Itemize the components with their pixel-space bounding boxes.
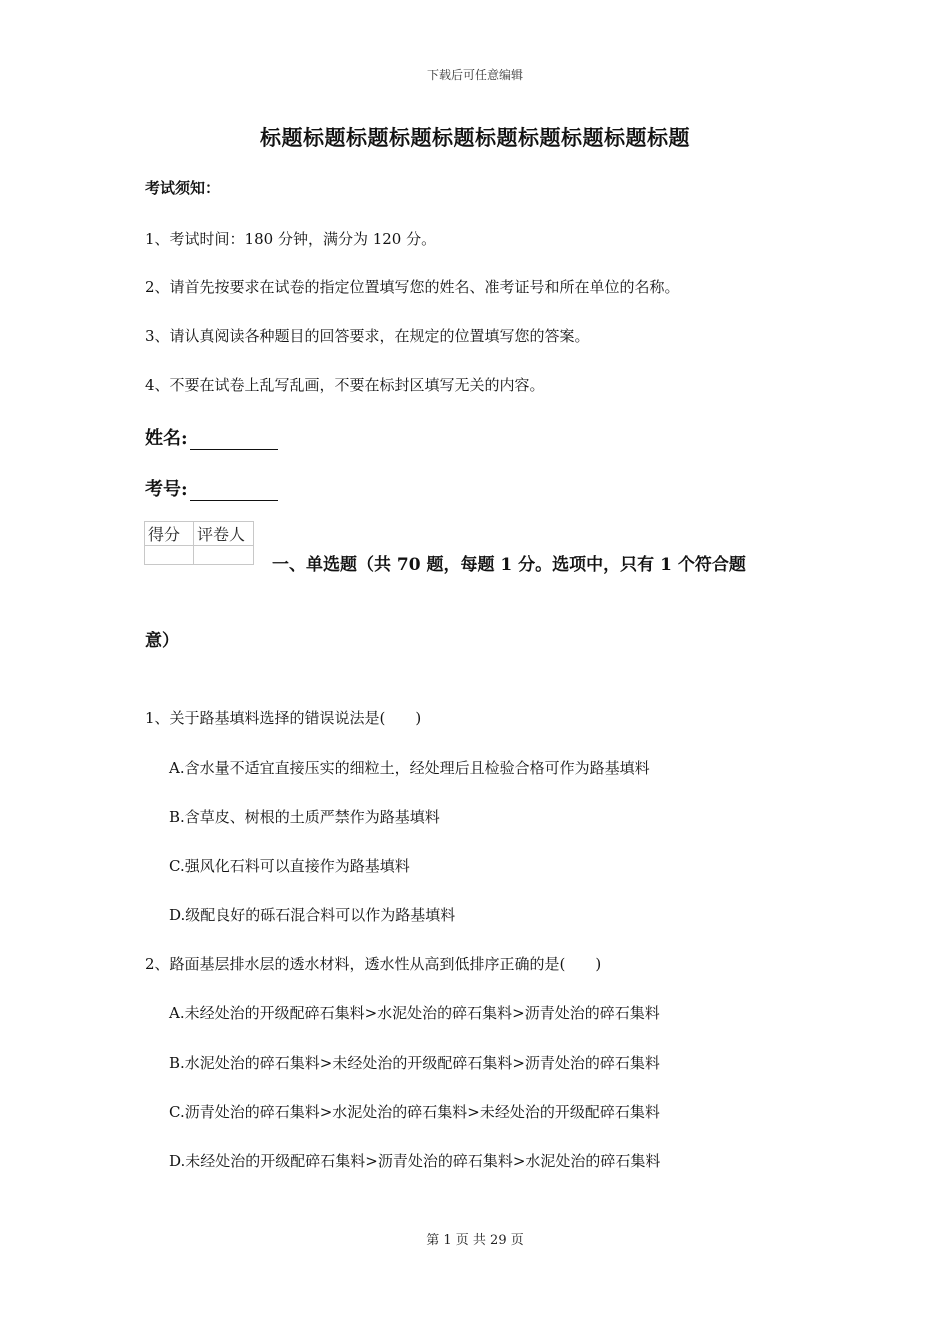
name-field xyxy=(145,424,278,450)
name-blank-line[interactable] xyxy=(190,431,278,450)
grader-cell[interactable] xyxy=(194,546,254,565)
section-title: 一、单选题（共 70 题，每题 1 分。选项中，只有 1 个符合题 xyxy=(272,555,746,575)
notice-item: 2、请首先按要求在试卷的指定位置填写您的姓名、准考证号和所在单位的名称。 xyxy=(145,278,680,296)
notice-item: 3、请认真阅读各种题目的回答要求，在规定的位置填写您的答案。 xyxy=(145,327,590,345)
question-stem: 1、关于路基填料选择的错误说法是( ) xyxy=(145,709,422,727)
question-stem: 2、路面基层排水层的透水材料，透水性从高到低排序正确的是( ) xyxy=(145,955,602,973)
exam-id-blank-line[interactable] xyxy=(190,482,278,501)
question-option: A.未经处治的开级配碎石集料>水泥处治的碎石集料>沥青处治的碎石集料 xyxy=(169,1004,660,1022)
exam-id-label: 考号: xyxy=(145,479,188,500)
notice-heading: 考试须知： xyxy=(145,179,221,197)
page-footer: 第 1 页 共 29 页 xyxy=(426,1233,524,1248)
score-table xyxy=(144,521,254,565)
question-option: C.强风化石料可以直接作为路基填料 xyxy=(169,857,410,875)
grader-header: 评卷人 xyxy=(194,522,254,546)
exam-id-field xyxy=(145,475,278,501)
document-title: 标题标题标题标题标题标题标题标题标题标题 xyxy=(260,125,690,150)
question-option: C.沥青处治的碎石集料>水泥处治的碎石集料>未经处治的开级配碎石集料 xyxy=(169,1103,660,1121)
header-note: 下载后可任意编辑 xyxy=(426,68,523,82)
notice-item: 4、不要在试卷上乱写乱画，不要在标封区填写无关的内容。 xyxy=(145,376,545,394)
question-option: D.未经处治的开级配碎石集料>沥青处治的碎石集料>水泥处治的碎石集料 xyxy=(169,1152,661,1170)
score-table-entry-row xyxy=(145,546,254,565)
score-table-header-row xyxy=(145,522,254,546)
question-option: B.水泥处治的碎石集料>未经处治的开级配碎石集料>沥青处治的碎石集料 xyxy=(169,1054,660,1072)
score-cell[interactable] xyxy=(145,546,194,565)
name-label: 姓名: xyxy=(145,428,188,449)
notice-item: 1、考试时间：180 分钟，满分为 120 分。 xyxy=(145,230,437,248)
question-option: B.含草皮、树根的土质严禁作为路基填料 xyxy=(169,808,440,826)
section-title-continued: 意） xyxy=(145,631,179,651)
score-header: 得分 xyxy=(145,522,194,546)
question-option: A.含水量不适宜直接压实的细粒土，经处理后且检验合格可作为路基填料 xyxy=(169,759,650,777)
question-option: D.级配良好的砾石混合料可以作为路基填料 xyxy=(169,906,456,924)
